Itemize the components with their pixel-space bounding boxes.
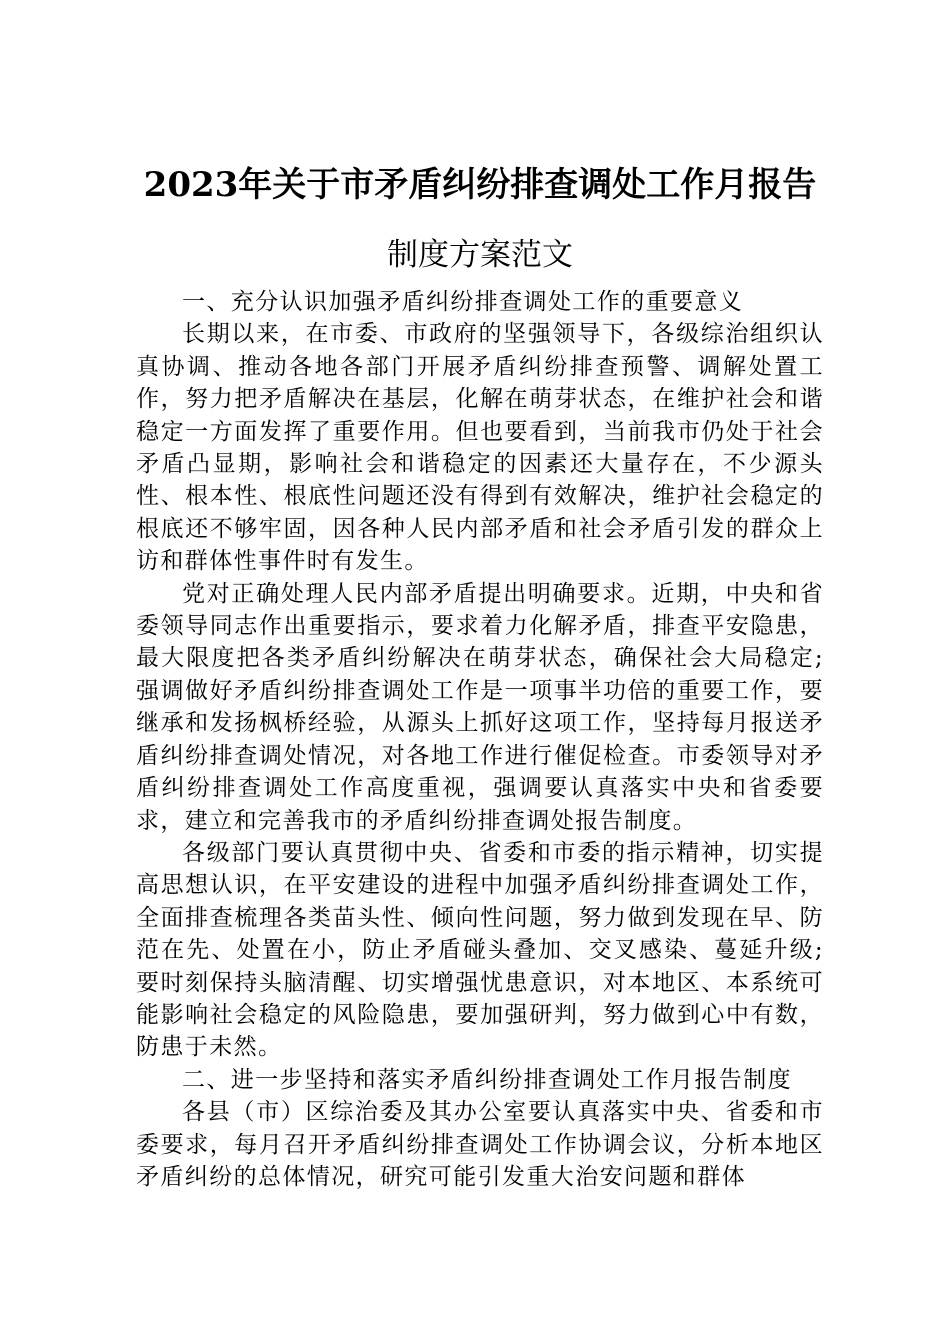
paragraph-1: 长期以来，在市委、市政府的坚强领导下，各级综治组织认真协调、推动各地各部门开展矛盾纠纷排查预警、调解处置工作，努力把矛盾解决在基层，化解在萌芽状态，在维护社会和谐稳定一方面发挥了重要作用。但也要看到，当前我市仍处于社会矛盾凸显期，影响社会和谐稳定的因素还大量存在，不少源头性、根本性、根底性问题还没有得到有效解决，维护社会稳定的根底还不够牢固，因各种人民内部矛盾和社会矛盾引发的群众上访和群体性事件时有发生。 — [136, 321, 824, 575]
title-line-2: 制度方案范文 — [387, 237, 573, 273]
section-heading-1: 一、充分认识加强矛盾纠纷排查调处工作的重要意义 — [182, 289, 744, 315]
paragraph-3: 各级部门要认真贯彻中央、省委和市委的指示精神，切实提高思想认识，在平安建设的进程中加强矛盾纠纷排查调处工作，全面排查梳理各类苗头性、倾向性问题，努力做到发现在早、防范在先、处置在小，防止矛盾碰头叠加、交叉感染、蔓延升级;要时刻保持头脑清醒、切实增强忧患意识，对本地区、本系统可能影响社会稳定的风险隐患，要加强研判，努力做到心中有数，防患于未然。 — [136, 839, 824, 1061]
section-heading-2: 二、进一步坚持和落实矛盾纠纷排查调处工作月报告制度 — [182, 1066, 792, 1093]
document-page — [136, 150, 824, 1193]
document-title — [136, 150, 824, 286]
paragraph-4: 各县（市）区综治委及其办公室要认真落实中央、省委和市委要求，每月召开矛盾纠纷排查调处工作协调会议，分析本地区矛盾纠纷的总体情况，研究可能引发重大治安问题和群体 — [136, 1099, 824, 1190]
title-line-1: 2023年关于市矛盾纠纷排查调处工作月报告 — [143, 165, 817, 205]
document-body — [136, 286, 824, 1193]
paragraph-2: 党对正确处理人民内部矛盾提出明确要求。近期，中央和省委领导同志作出重要指示，要求着力化解矛盾，排查平安隐患，最大限度把各类矛盾纠纷解决在萌芽状态，确保社会大局稳定;强调做好矛盾纠纷排查调处工作是一项事半功倍的重要工作，要继承和发扬枫桥经验，从源头上抓好这项工作，坚持每月报送矛盾纠纷排查调处情况，对各地工作进行催促检查。市委领导对矛盾纠纷排查调处工作高度重视，强调要认真落实中央和省委要求，建立和完善我市的矛盾纠纷排查调处报告制度。 — [136, 580, 824, 834]
